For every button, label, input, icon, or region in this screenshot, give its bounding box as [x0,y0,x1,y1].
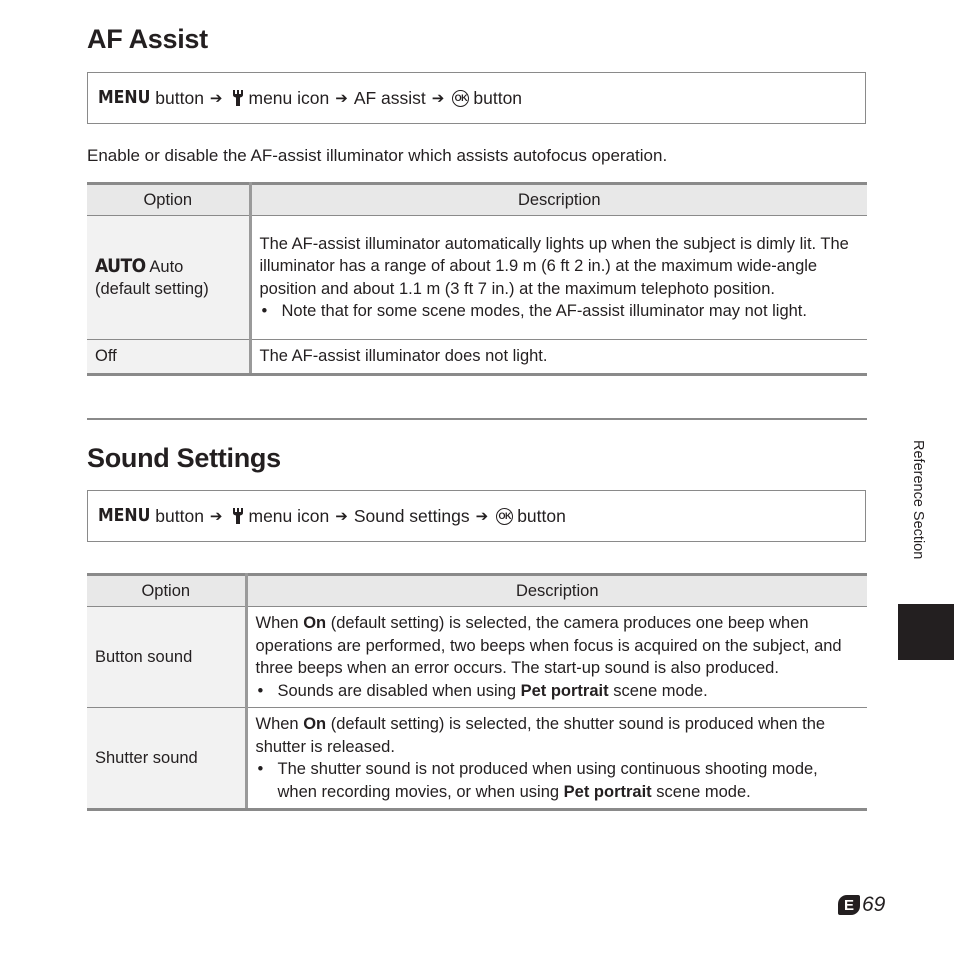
arrow-right-icon: ➔ [209,508,223,525]
setting-name: On [303,715,327,733]
text-run: When [255,715,304,733]
setting-name: On [303,614,327,632]
path-text: button [473,87,523,108]
bullet-text: Note that for some scene modes, the AF-assist illuminator may not light. [281,302,807,320]
path-text: button [155,505,204,526]
menu-button-icon: MENU [98,88,151,108]
arrow-right-icon: ➔ [431,90,445,107]
auto-icon: AUTO [95,254,146,277]
bullet-item [256,680,860,703]
description-cell [246,708,867,810]
af-assist-heading: AF Assist [87,24,208,54]
page-number-value: 69 [862,893,886,916]
header-option: Option [87,575,246,607]
text-run: scene mode. [651,782,751,801]
bullet-item [260,300,860,323]
description-cell [246,607,867,708]
bullet-item [256,758,860,803]
header-description: Description [250,184,867,216]
section-tab-marker [898,604,954,660]
scene-mode-name: Pet portrait [563,782,652,801]
header-description: Description [246,575,867,607]
table-header-row [87,575,867,607]
table-row [87,340,867,375]
table-row [87,607,867,708]
description-text: The AF-assist illuminator automatically lights up when the subject is dimly lit. The illuminator has a range of about 1.9 m (6 ft 2 in.) at the maximum wide-angle position and about 1.1 m (3 ft 7 in.) at the maximum telephoto position. [259,234,849,298]
page-number [838,893,885,917]
table-row [87,708,867,810]
text-run: (default setting) is selected, the shutter sound is produced when the shutter is released. [255,715,826,756]
option-cell: Shutter sound [87,708,246,810]
af-assist-intro: Enable or disable the AF-assist illuminator which assists autofocus operation. [87,146,668,165]
path-text: button [155,87,204,108]
path-text: Sound settings [353,505,470,526]
table-row [87,216,867,340]
option-cell [87,216,250,340]
bullet-dot: • [261,302,268,320]
scene-mode-name: Pet portrait [520,681,609,700]
reference-section-label: Reference Section [910,440,926,560]
option-sublabel: (default setting) [95,280,209,298]
arrow-right-icon: ➔ [475,508,489,525]
ok-button-icon: OK [496,508,513,525]
reference-e-icon: E [838,895,860,915]
bullet-dot: • [257,760,264,778]
bullet-dot: • [257,681,264,700]
bullet-text [278,758,860,803]
bullet-text [278,680,708,703]
path-text: AF assist [353,87,426,108]
wrench-icon [231,507,245,525]
table-header-row [87,184,867,216]
description-cell [250,216,867,340]
description-text [256,713,860,758]
af-assist-table [87,182,867,376]
option-cell: Off [87,340,250,375]
sound-settings-table [87,573,867,811]
menu-button-icon: MENU [98,506,151,526]
path-text: menu icon [248,87,330,108]
text-run: scene mode. [608,681,708,700]
sound-settings-heading: Sound Settings [87,443,281,473]
arrow-right-icon: ➔ [335,508,348,525]
text-run: (default setting) is selected, the camera produces one beep when operations are performed, two beeps when focus is acquired on the subject, and three beeps when an error occurs. The start-up sound is also produced. [255,614,842,677]
section-divider [87,418,867,420]
text-run: The shutter sound is not produced when using continuous shooting mode, when recording movies, or when using [277,760,818,801]
header-option: Option [87,184,250,216]
arrow-right-icon: ➔ [335,90,348,107]
option-cell: Button sound [87,607,246,708]
path-text: menu icon [248,505,330,526]
text-run: Sounds are disabled when using [277,681,521,700]
path-text: button [517,505,566,526]
description-cell: The AF-assist illuminator does not light. [250,340,867,375]
arrow-right-icon: ➔ [209,90,223,107]
ok-button-icon: OK [452,90,469,107]
sound-settings-menu-path [87,490,866,542]
option-label: Auto [149,257,184,276]
option-auto [95,255,241,279]
af-assist-menu-path [87,72,866,124]
description-text [256,612,860,680]
wrench-icon [231,89,245,107]
text-run: When [255,614,304,632]
